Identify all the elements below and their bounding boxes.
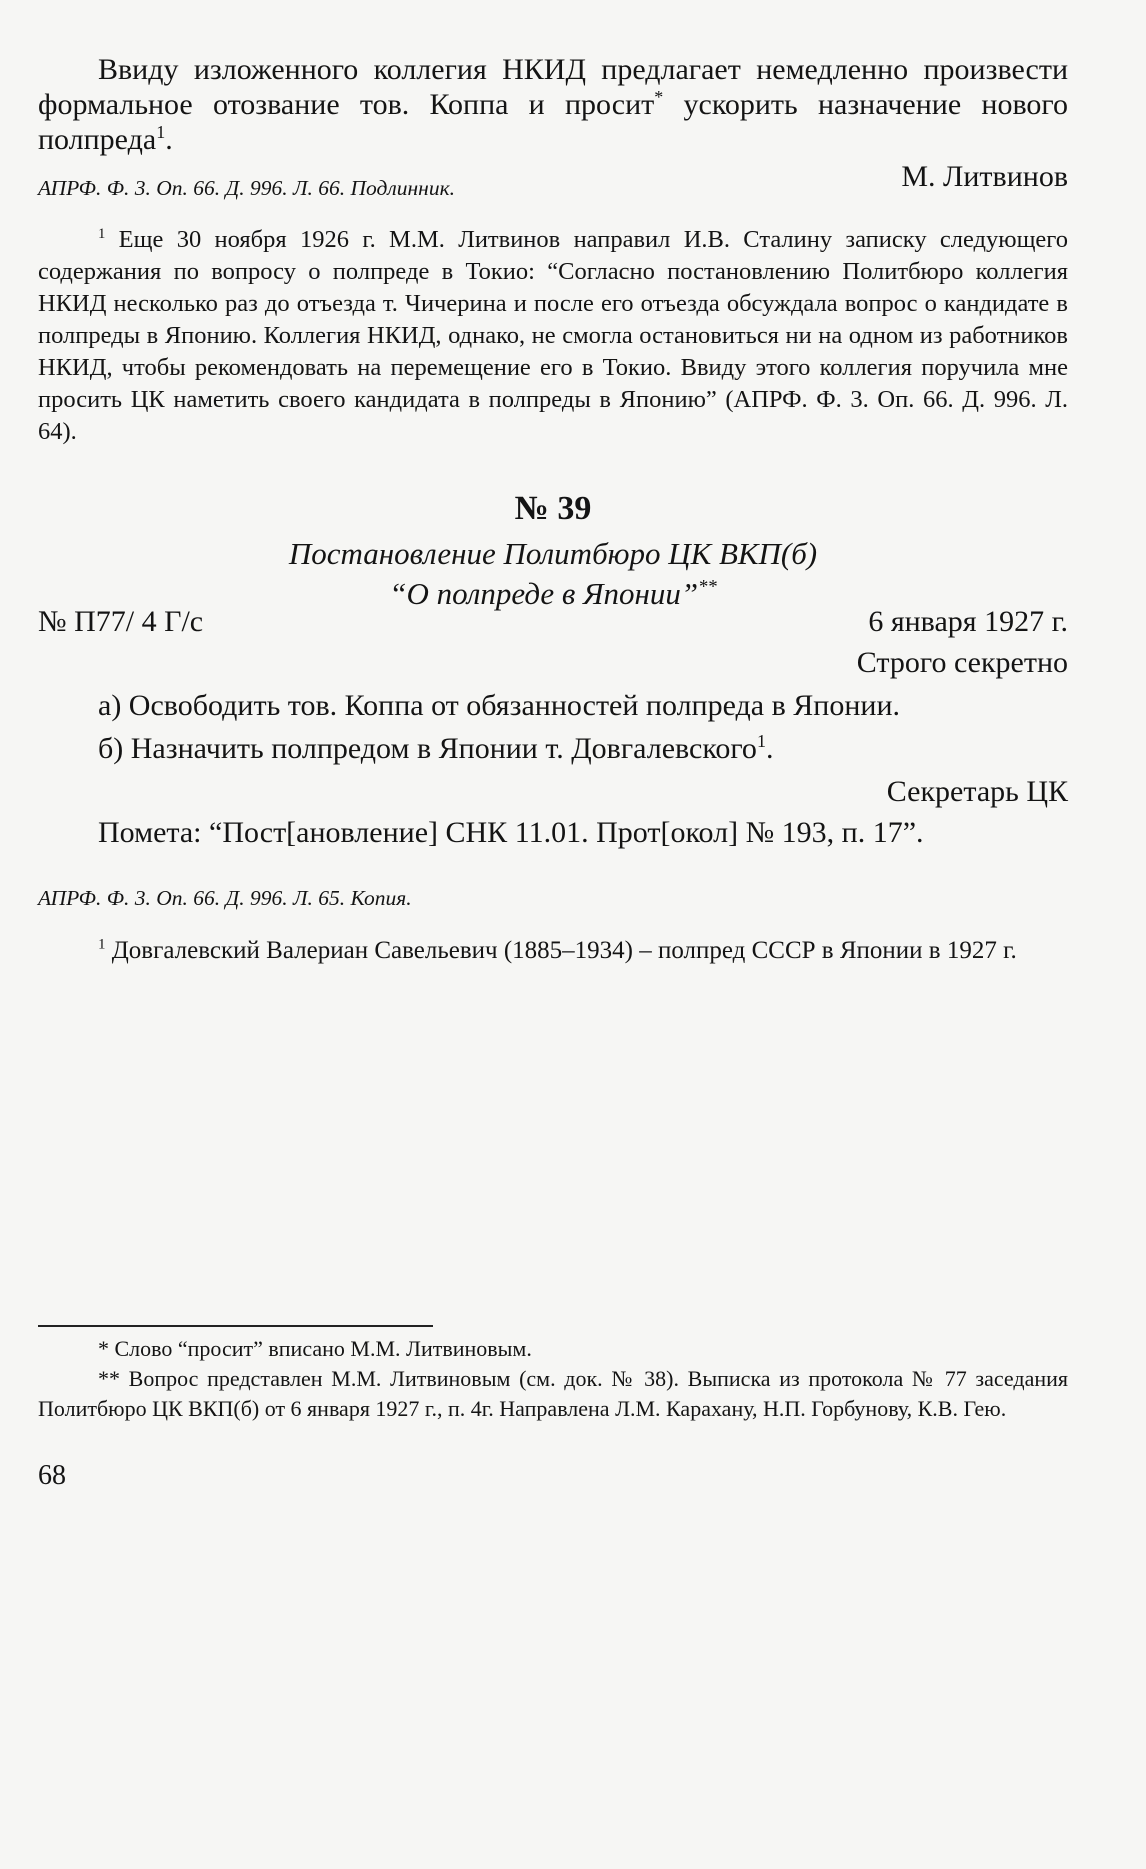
closing-paragraph-text: Ввиду изложенного коллегия НКИД предлагает немедленно произвести формальное отозвание тов. Коппа и просит	[38, 53, 1068, 121]
archive-source-1: АПРФ. Ф. 3. Оп. 66. Д. 996. Л. 66. Подлинник.	[38, 176, 456, 200]
secretary: Секретарь ЦК	[886, 775, 1068, 808]
footnote-divider	[38, 1325, 433, 1327]
footnote-text: Еще 30 ноября 1926 г. М.М. Литвинов направил И.В. Сталину записку следующего содержания по вопросу о полпреде в Токио: “Согласно постановлению Политбюро коллегия НКИД несколько раз до отъезда т. Чичерина и после его отъезда обсуждала вопрос о кандидате в полпреды в Японию. Коллегия НКИД, однако, не смогла остановиться ни на одном из работников НКИД, чтобы рекомендовать на перемещение его в Токио. Ввиду этого коллегия поручила мне просить ЦК наметить своего кандидата в полпреды в Японию” (АПРФ. Ф. 3. Оп. 66. Д. 996. Л. 64).	[38, 226, 1068, 445]
closing-paragraph-text-cont: ускорить назначение нового полпреда	[38, 88, 1068, 156]
archive-source-2: АПРФ. Ф. 3. Оп. 66. Д. 996. Л. 65. Копия.	[38, 886, 412, 910]
signature: М. Литвинов	[901, 160, 1068, 193]
bottom-note-2: ** Вопрос представлен М.М. Литвиновым (см. док. № 38). Выписка из протокола № 77 заседания Политбюро ЦК ВКП(б) от 6 января 1927 г., п. 4г. Направлена Л.М. Карахану, Н.П. Горбунову, К.В. Гею.	[38, 1366, 1068, 1421]
asterisk-mark: *	[654, 87, 664, 107]
item-b: б) Назначить полпредом в Японии т. Довгалевского$^1$.	[98, 731, 774, 765]
resolution-items	[38, 688, 1068, 850]
protocol-number: № П77/ 4 Г/с	[38, 605, 204, 638]
footnote-ref: 1	[156, 122, 166, 142]
item-a: а) Освободить тов. Коппа от обязанностей полпреда в Японии.	[98, 689, 901, 722]
closing-paragraph: Ввиду изложенного коллегия НКИД предлагает немедленно произвести формальное отозвание тов. Коппа и просит* ускорить назначение нового полпреда$^1$. М. Литвинов	[38, 53, 1068, 193]
footnote-2	[38, 934, 1068, 967]
classification: Строго секретно	[856, 646, 1068, 679]
footnote-1	[38, 224, 1068, 448]
document-number: № 39	[514, 490, 592, 527]
document-title-line-1: Постановление Политбюро ЦК ВКП(б)	[288, 536, 818, 571]
protocol-row	[38, 604, 1068, 680]
document-date: 6 января 1927 г.	[868, 605, 1068, 638]
note: Помета: “Пост[ановление] СНК 11.01. Прот[окол] № 193, п. 17”.	[98, 816, 924, 849]
bottom-notes	[38, 1334, 1068, 1424]
footnote-ref: 1	[756, 731, 766, 751]
footnote-text: Довгалевский Валериан Савельевич (1885–1934) – полпред СССР в Японии в 1927 г.	[105, 937, 1017, 964]
document-title-line-2: “О полпреде в Японии”**	[389, 576, 717, 611]
page-number: 68	[38, 1460, 66, 1491]
footnote-number: 1	[98, 225, 106, 242]
bottom-note-1: * Слово “просит” вписано М.М. Литвиновым.	[98, 1336, 532, 1361]
footnote-number: 1	[98, 936, 106, 953]
document-header	[38, 490, 1068, 614]
title-mark: **	[698, 576, 717, 598]
